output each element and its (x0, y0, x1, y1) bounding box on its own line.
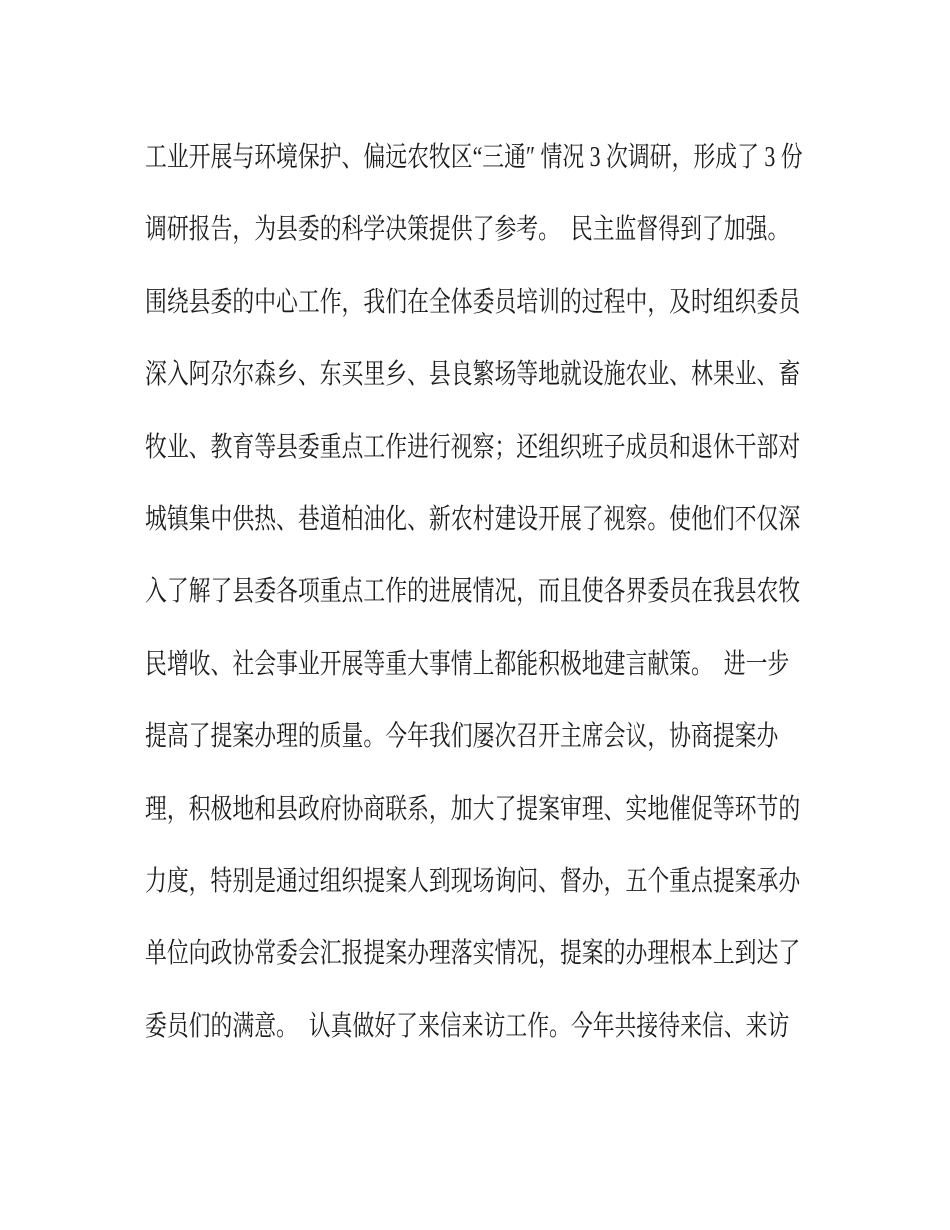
doc-line: 工业开展与环境保护、偏远农牧区“三通″ 情况 3 次调研，形成了 3 份 (145, 142, 803, 173)
doc-line: 牧业、教育等县委重点工作进行视察；还组织班子成员和退休干部对 (145, 431, 801, 463)
doc-line: 提高了提案办理的质量。今年我们屡次召开主席会议，协商提案办 (145, 721, 779, 753)
doc-line: 单位向政协常委会汇报提案办理落实情况，提案的办理根本上到达了 (145, 938, 801, 970)
doc-line: 委员们的满意。 认真做好了来信来访工作。今年共接待来信、来访 (145, 1010, 790, 1042)
document-text-block (145, 122, 865, 1063)
doc-line: 入了解了县委各项重点工作的进展情况，而且使各界委员在我县农牧 (145, 576, 801, 608)
doc-line: 深入阿尕尔森乡、东买里乡、县良繁场等地就设施农业、林果业、畜 (145, 359, 801, 391)
doc-line: 理，积极地和县政府协商联系，加大了提案审理、实地催促等环节的 (145, 793, 801, 825)
doc-line: 围绕县委的中心工作，我们在全体委员培训的过程中，及时组织委员 (145, 286, 801, 318)
doc-line: 城镇集中供热、巷道柏油化、新农村建设开展了视察。使他们不仅深 (145, 503, 801, 535)
doc-line: 力度，特别是通过组织提案人到现场询问、督办，五个重点提案承办 (145, 865, 801, 897)
doc-line: 民增收、社会事业开展等重大事情上都能积极地建言献策。 进一步 (145, 648, 790, 680)
doc-line: 调研报告，为县委的科学决策提供了参考。 民主监督得到了加强。 (145, 214, 790, 246)
